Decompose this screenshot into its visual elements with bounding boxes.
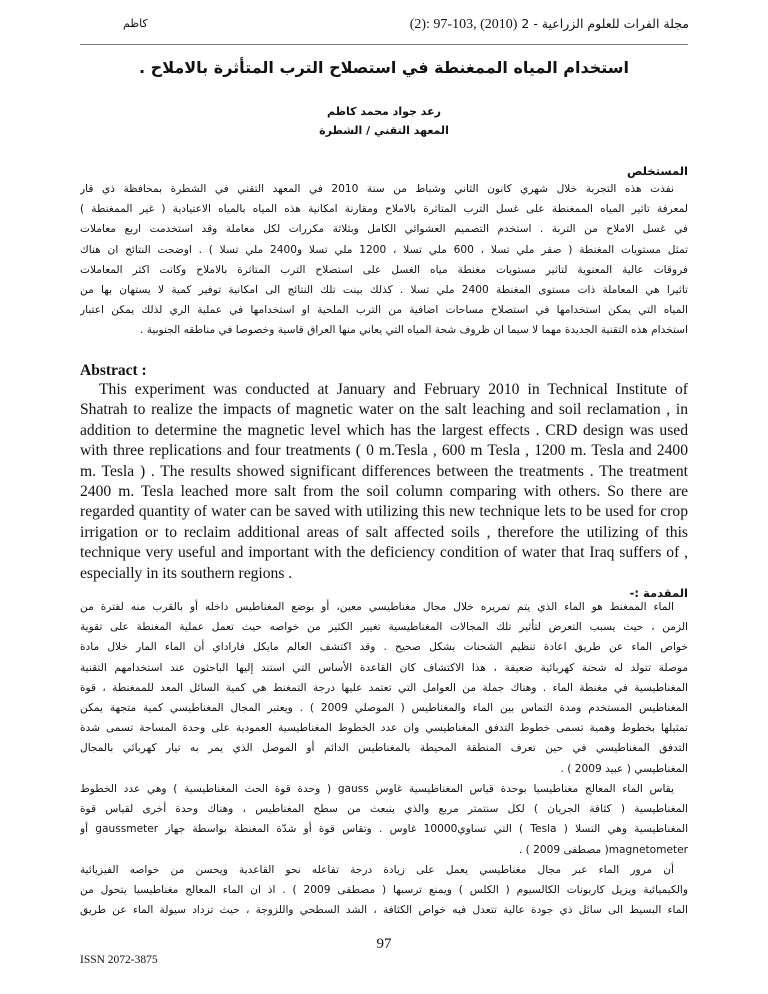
journal-citation: (2): 97-103, (2010) [409, 17, 518, 32]
text-line: المغناطيسية وهي التسلا ( Tesla ) التي تساوي10000 غاوس . وتقاس قوة أو شدّة المغنطة بواسطة جهاز gaussmeter أو [80, 823, 688, 836]
text-line: technique very useful and important with the deficiency condition of water that Iraq suffers of , [80, 544, 688, 562]
text-line: regarded quantity of water can be saved with utilizing this new technique lets to be used for crop [80, 503, 688, 521]
text-line: المغناطيس المستخدم ومدة التماس بين الماء والمغناطيس ( الموصلي 2009 ) . ويعتبر المجال المغناطيسي كمية متجهة يمكن [80, 702, 688, 715]
text-line: استخدام هذه التقنية الجديدة مهما لا سيما ان ظروف شحة المياه التي يعاني منها العراق قاسية وخصوصا في مناطقه الجنوبية . [140, 324, 688, 337]
text-line: especially in its southern regions . [80, 564, 293, 582]
text-line: تاثيرا هي المعاملة ذات مستوى المغنطة 2400 ملي تسلا . كذلك بينت تلك النتائج الى امكانية توفير كمية لا يستهان بها من [80, 284, 688, 297]
text-line: التدفق المغناطيسي في حين تعرف المنطقة المحيطة بالمغناطيس الدائم أو الموصل الذي يمر به تيار كهربائي بالمجال [80, 742, 688, 755]
article-title: استخدام المياه الممغنطة في استصلاح الترب المتأثرة بالاملاح . [139, 58, 629, 77]
page-number: 97 [376, 936, 392, 952]
text-line: الماء البسيط الى سائل ذي جودة عالية تتعدل فيه خواص الكثافة ، الشد السطحي واللزوجة ، حيث تزداد سيولة الماء عن طريق [80, 904, 688, 917]
text-line: irrigation or to reclaim additional areas of salt affected soils , therefore the utilizing of this [80, 523, 688, 541]
introduction-paragraph-3 [80, 860, 688, 921]
text-line: addition to determine the magnetic level which has the largest effects . CRD design was used [80, 421, 688, 439]
text-line: الماء الممغنط هو الماء الذي يتم تمريره خلال مجال مغناطيسي معين، أو بوضع المغناطيس داخله أو بالقرب منه لفترة من [80, 601, 674, 613]
journal-name: مجلة الفرات للعلوم الزراعية - 2 [521, 16, 689, 31]
text-line: موصلة تتولد له شحنة كهربائية ضعيفة ، هذا الاكتشاف كان القاعدة الأساس التي استند إليها الباحثون عند استخدامهم التقنية [80, 661, 688, 674]
introduction-heading: المقدمة :- [629, 586, 688, 600]
english-abstract-body [80, 380, 688, 584]
issn-label: ISSN 2072-3875 [80, 954, 158, 966]
text-line: with three replications and four treatments ( 0 m.Tesla , 600 m Tesla , 1200 m. Tesla and 2400 [80, 442, 688, 460]
running-head [80, 14, 689, 34]
text-line: المغناطيسية في مغنطة الماء . وهناك جملة من العوامل التي تعتمد عليها درجة التمغنط هي كمية السائل المعد للممغنطة ، قوة [80, 681, 688, 694]
text-line: يقاس الماء المعالج مغناطيسيا بوحدة قياس المغناطيسية غاوس gauss ( وحدة قوة الحث المغناطيسية ) وهي عدد الخطوط [80, 783, 674, 795]
text-line: This experiment was conducted at January and February 2010 in Technical Institute of [99, 381, 688, 398]
text-line: نفذت هذه التجربة خلال شهري كانون الثاني وشباط من سنة 2010 في المعهد التقني في الشطرة بمحافظة ذي قار [80, 183, 674, 195]
author-affiliation: المعهد التقني / الشطرة [319, 124, 449, 137]
text-line: Shatrah to realize the impacts of magnetic water on the salt leaching and soil reclamation , in [80, 401, 688, 419]
text-line: أن مرور الماء عبر مجال مغناطيسي يعمل على زيادة درجة تفاعله نحو القاعدية ويحسن من خواصه الفيزيائية [80, 864, 674, 876]
header-divider [80, 44, 688, 45]
text-line: فروقات عالية المعنوية لتاثير مستويات مغنطة مياه الغسل على استصلاح الترب المتاثرة بالاملاح وكانت اكثر المعاملات [80, 263, 688, 276]
text-line: في غسل الاملاح من التربة . استخدم التصميم العشوائي الكامل وبثلاثة مكررات لكل معاملة وقد استخدمت اربع معاملات [80, 223, 688, 236]
text-line: 2400 m. Tesla leached more salt from the soil column comparing with others. So there are [80, 483, 688, 501]
arabic-abstract-heading: المستخلص [626, 164, 688, 178]
arabic-abstract-body [80, 179, 688, 341]
text-line: المياه التي يمكن استخدامها في استصلاح مساحات اضافية من الترب الملحية او استخدامها في عملية الري لذلك يمكن اعتبار [80, 304, 688, 317]
author-name: رعد جواد محمد كاظم [327, 105, 441, 118]
english-abstract-heading: Abstract : [80, 362, 147, 379]
author-block [80, 102, 688, 140]
text-line: خواص الماء عن طريق اعادة تنظيم الشحنات بشكل صحيح . وقد اكتشف العالم مايكل فاراداي أن الماء المار خلال مادة [80, 641, 688, 654]
text-line: المغناطيسية ( كثافة الجريان ) لكل سنتمتر مربع والذي ينبعث من سطح المغناطيس ، وهناك وحدة أخرى لقياس قوة [80, 803, 688, 816]
introduction-paragraph-1 [80, 597, 688, 779]
text-line: m. Tesla ) . The results showed significant differences between the treatments . The treatment [80, 462, 688, 480]
text-line: تمثيلها بخطوط وهمية تسمى خطوط التدفق المغناطيسي وان عدد الخطوط المغناطيسية العمودية على وحدة المساحة تسمى شدة [80, 722, 688, 735]
text-line: المغناطيسي ( عبيد 2009 ) . [560, 762, 688, 775]
running-head-journal [410, 16, 689, 33]
introduction-paragraph-2 [80, 779, 688, 860]
text-line: لمعرفة تاثير المياه الممغنطة على غسل الترب المتاثرة بالاملاح ومقارنة امكانية هذه المياه بالمياه الاعتيادية ( غير الممغنطة ) [80, 203, 688, 216]
text-line: magnetometer( مصطفى 2009 ) . [518, 843, 688, 856]
text-line: الزمن ، حيث يسبب التعرض لتأثير تلك المجالات المغناطيسية تغيير الكثير من خواصه حيث تعمل عملية المغنطة على تقوية [80, 621, 688, 634]
text-line: تمثل مستويات المغنطة ( صفر ملي تسلا ، 600 ملي تسلا ، 1200 ملي تسلا و2400 ملي تسلا ) . اوضحت النتائج ان هناك [80, 243, 688, 256]
running-head-author: كاظم [123, 17, 148, 30]
text-line: والكيميائية ويزيل كاربونات الكالسيوم ( الكلس ) ويمنع ترسبها ( مصطفى 2009 ) . اذ ان الماء المعالج مغناطيسيا يتحول من [80, 884, 688, 897]
